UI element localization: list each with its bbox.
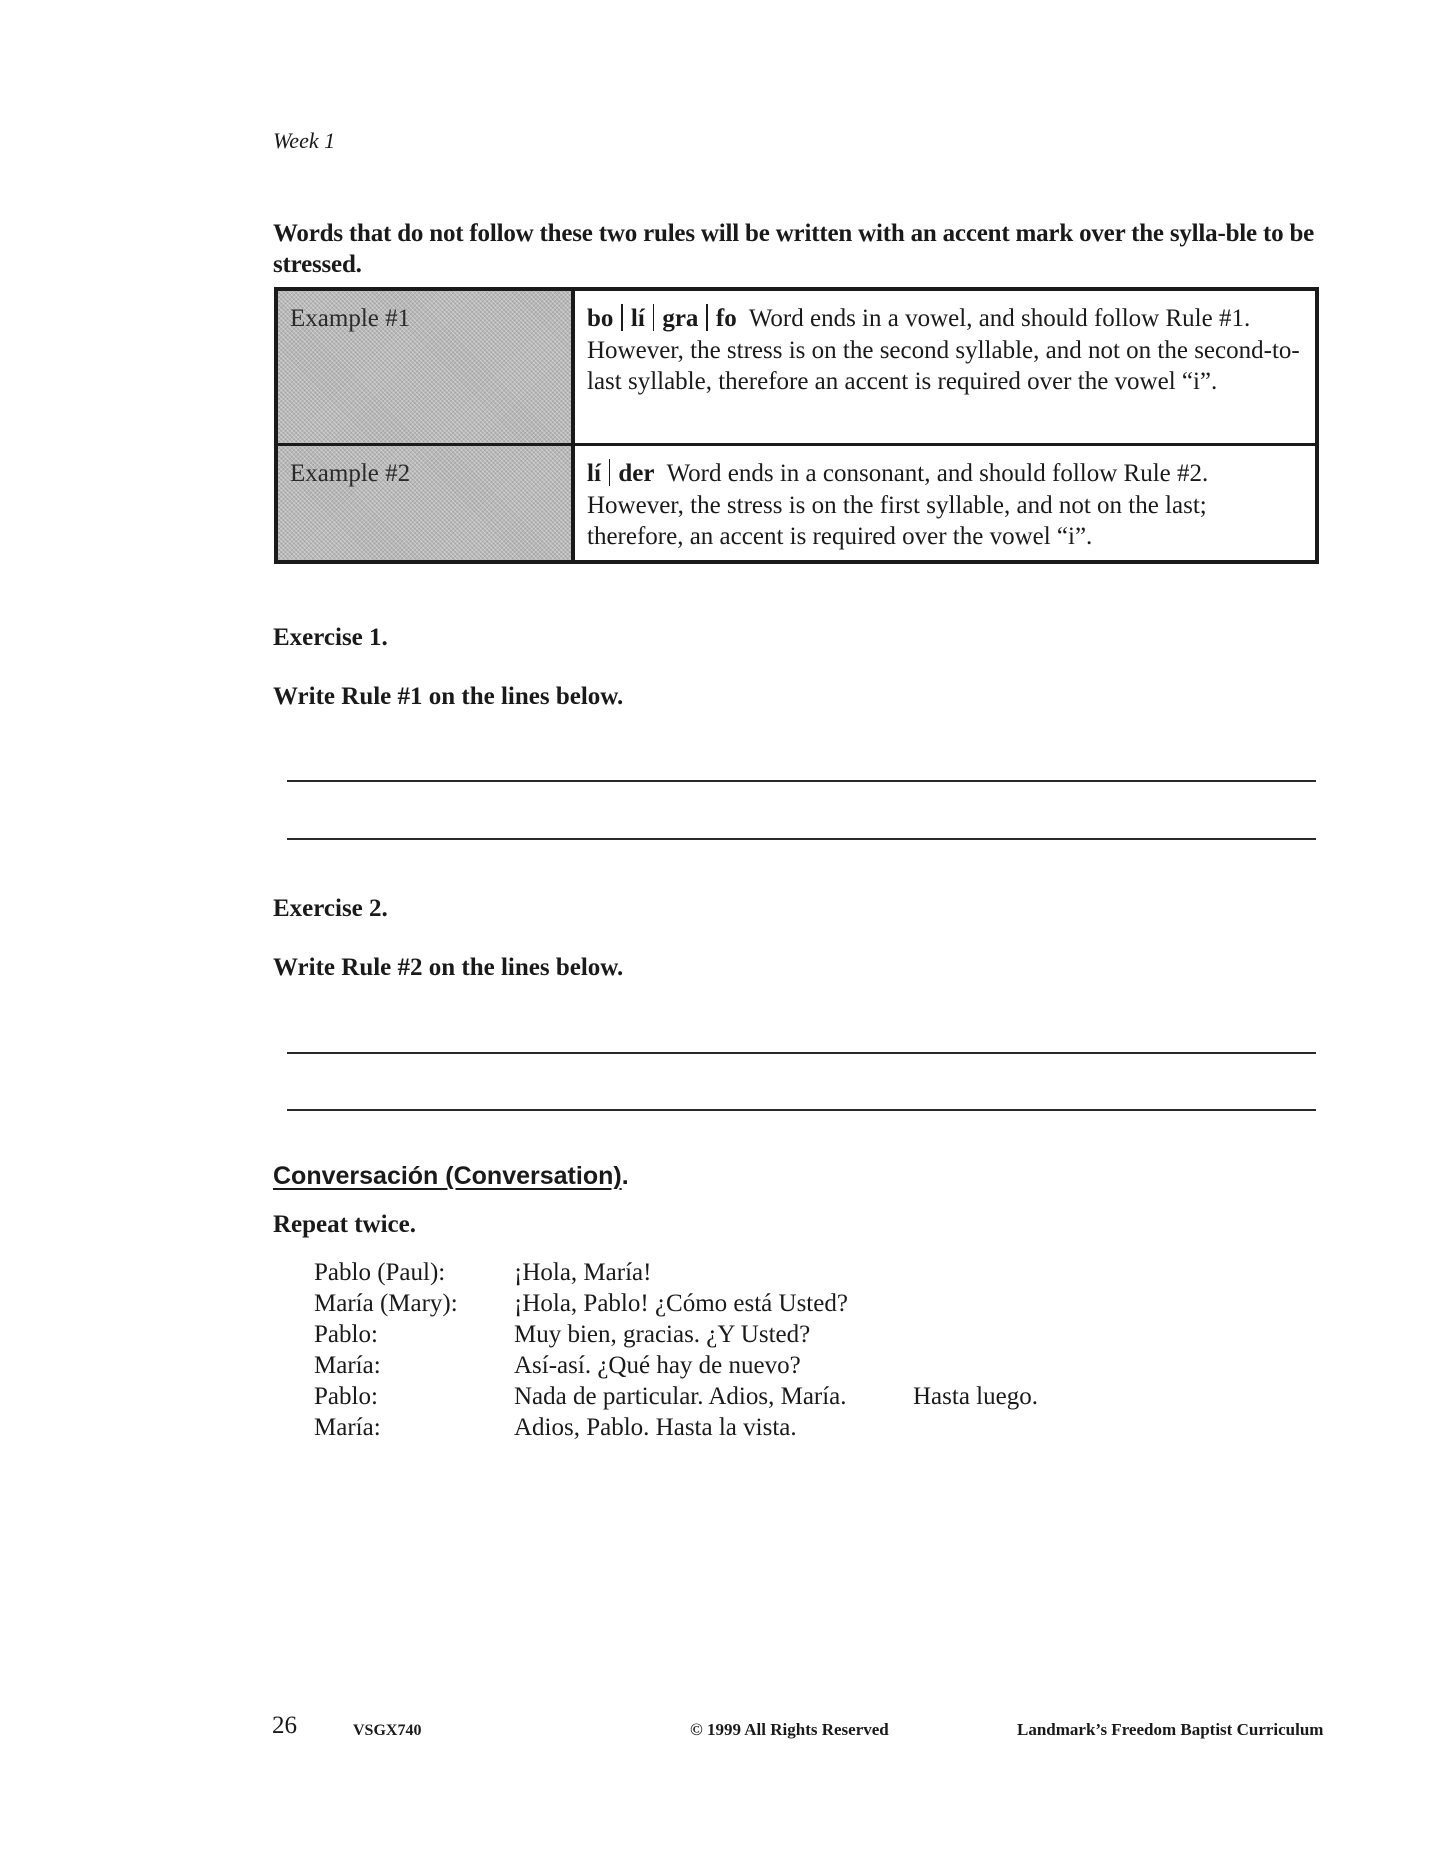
course-code: VSGX740 [353,1722,422,1739]
examples-table [274,287,1319,564]
speaker: María (Mary): [314,1290,458,1317]
speaker: Pablo: [314,1321,378,1348]
example-label: Example #2 [290,460,411,487]
example-description: Word ends in a vowel, and should follow Rule #1. However, the stress is on the second syllable, and not on the second-to-last syllable, therefore an accent is required over the vowel “i”. [587,305,1300,395]
example-description: Word ends in a consonant, and should follow Rule #2. However, the stress is on the first syllable, and not on the last; therefore, an accent is required over the vowel “i”. [587,460,1209,550]
answer-line[interactable] [287,838,1316,840]
speaker: Pablo (Paul): [314,1259,446,1286]
syllable-divider [621,304,623,331]
conversation-title-text: Conversación (Conversation) [273,1162,622,1190]
publisher: Landmark’s Freedom Baptist Curriculum [1017,1720,1324,1739]
example-label-cell [278,446,575,560]
utterance: Muy bien, gracias. ¿Y Usted? [514,1321,811,1348]
exercise-1-instruction: Write Rule #1 on the lines below. [273,683,624,710]
conversation-title-period: . [621,1162,629,1190]
syllable-divider [706,304,708,331]
answer-line[interactable] [287,1109,1316,1111]
page-number: 26 [272,1712,297,1739]
answer-line[interactable] [287,780,1316,782]
speaker: María: [314,1352,381,1379]
utterance: ¡Hola, María! [514,1259,652,1286]
utterance: Adios, Pablo. Hasta la vista. [514,1414,797,1441]
syllable: gra [662,305,699,332]
syllable-divider [653,304,655,331]
example-description-cell [575,291,1315,443]
example-row [278,291,1315,446]
syllable: lí [587,460,601,487]
speaker: María: [314,1414,381,1441]
utterance: ¡Hola, Pablo! ¿Cómo está Usted? [514,1290,848,1317]
speaker: Pablo: [314,1383,378,1410]
utterance-extra: Hasta luego. [913,1383,1038,1410]
syllable: bo [587,305,614,332]
example-label-cell [278,291,575,443]
syllable-divider [609,459,611,486]
exercise-2-instruction: Write Rule #2 on the lines below. [273,954,624,981]
utterance: Nada de particular. Adios, María. [514,1383,847,1410]
intro-heading: Words that do not follow these two rules will be written with an accent mark over the sylla-ble to be stressed. [273,220,1315,278]
answer-line[interactable] [287,1052,1316,1054]
example-description-cell [575,446,1315,560]
exercise-1-title: Exercise 1. [273,624,388,651]
conversation-instruction: Repeat twice. [273,1211,416,1238]
syllable: fo [715,305,737,332]
example-row [278,446,1315,560]
syllable: der [618,460,655,487]
conversation-title [273,1162,629,1191]
copyright: © 1999 All Rights Reserved [690,1720,889,1739]
exercise-2-title: Exercise 2. [273,895,388,922]
week-header: Week 1 [273,128,336,153]
example-label: Example #1 [290,305,411,332]
utterance: Así-así. ¿Qué hay de nuevo? [514,1352,801,1379]
syllable: lí [630,305,645,332]
